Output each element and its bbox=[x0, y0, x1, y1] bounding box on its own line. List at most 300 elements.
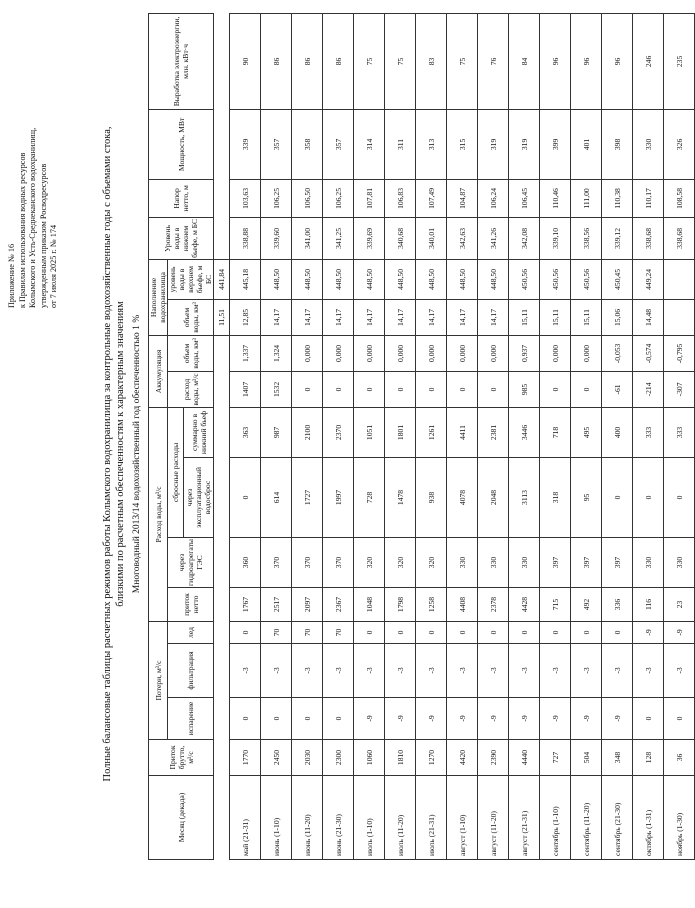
cell-head: 103,63 bbox=[230, 179, 261, 217]
cell-power: 358 bbox=[292, 109, 323, 179]
cell-energy: 75 bbox=[385, 13, 416, 109]
cell-power: 330 bbox=[633, 109, 664, 179]
cell-acc-v: 0,000 bbox=[354, 335, 385, 371]
cell-total: 987 bbox=[261, 407, 292, 457]
table-row bbox=[571, 13, 602, 859]
cell-evap: 0 bbox=[323, 698, 354, 740]
cell-head: 106,83 bbox=[385, 179, 416, 217]
cell-low: 339,12 bbox=[602, 217, 633, 259]
cell-head: 106,25 bbox=[261, 179, 292, 217]
cell-hpp: 320 bbox=[416, 537, 447, 587]
cell-total: 2370 bbox=[323, 407, 354, 457]
cell-filt: -3 bbox=[354, 644, 385, 698]
cell-spill: 2048 bbox=[478, 457, 509, 537]
cell-net: 715 bbox=[540, 587, 571, 621]
cell-evap: -9 bbox=[354, 698, 385, 740]
cell-vol: 14,48 bbox=[633, 299, 664, 335]
cell-level: 450,56 bbox=[509, 259, 540, 299]
cell-inflow: 2450 bbox=[261, 740, 292, 776]
header-accumulation: Аккумуляция bbox=[149, 335, 168, 407]
cell-power: 326 bbox=[664, 109, 695, 179]
cell-ice: 0 bbox=[230, 621, 261, 643]
cell-head: 111,00 bbox=[571, 179, 602, 217]
cell-total: 3446 bbox=[509, 407, 540, 457]
table-row bbox=[261, 13, 292, 859]
header-total-downstream: суммарно в нижний бьеф bbox=[184, 407, 214, 457]
header-ice: лед bbox=[168, 621, 214, 643]
cell-evap: -9 bbox=[385, 698, 416, 740]
cell-hpp: 397 bbox=[602, 537, 633, 587]
cell-inflow: 1060 bbox=[354, 740, 385, 776]
cell-inflow: 4420 bbox=[447, 740, 478, 776]
cell-head: 106,25 bbox=[323, 179, 354, 217]
cell-evap: -9 bbox=[571, 698, 602, 740]
header-acc-flow: расход воды, м³/с bbox=[168, 371, 214, 407]
cell-level: 448,50 bbox=[416, 259, 447, 299]
cell-net: 1798 bbox=[385, 587, 416, 621]
cell-evap: -9 bbox=[509, 698, 540, 740]
table-row bbox=[540, 13, 571, 859]
cell-energy: 75 bbox=[447, 13, 478, 109]
cell-inflow: 1770 bbox=[230, 740, 261, 776]
cell-net: 23 bbox=[664, 587, 695, 621]
cell-hpp: 370 bbox=[261, 537, 292, 587]
annex-note bbox=[7, 28, 60, 308]
cell-spill: 0 bbox=[633, 457, 664, 537]
cell-total: 1051 bbox=[354, 407, 385, 457]
cell-acc-q: 0 bbox=[478, 371, 509, 407]
header-energy: Выработка электроэнергии, млн. кВт·ч bbox=[149, 13, 214, 109]
cell-acc-q: 985 bbox=[509, 371, 540, 407]
cell-level: 448,50 bbox=[385, 259, 416, 299]
cell-ice: 0 bbox=[602, 621, 633, 643]
cell-total: 2381 bbox=[478, 407, 509, 457]
cell-total: 2100 bbox=[292, 407, 323, 457]
cell-spill: 728 bbox=[354, 457, 385, 537]
cell-month: август (21-31) bbox=[509, 776, 540, 860]
cell-head: 107,49 bbox=[416, 179, 447, 217]
cell-total: 333 bbox=[633, 407, 664, 457]
cell-level: 448,50 bbox=[323, 259, 354, 299]
cell-vol: 14,17 bbox=[261, 299, 292, 335]
cell-low: 338,56 bbox=[571, 217, 602, 259]
header-filtration: фильтрация bbox=[168, 644, 214, 698]
cell-ice: 0 bbox=[354, 621, 385, 643]
cell-inflow: 2030 bbox=[292, 740, 323, 776]
table-row bbox=[447, 13, 478, 859]
cell-head: 106,45 bbox=[509, 179, 540, 217]
cell-power: 357 bbox=[323, 109, 354, 179]
cell-evap: -9 bbox=[447, 698, 478, 740]
cell-month: сентябрь (1-10) bbox=[540, 776, 571, 860]
cell-low: 340,68 bbox=[385, 217, 416, 259]
initial-state-row bbox=[214, 13, 230, 859]
cell-evap: -9 bbox=[602, 698, 633, 740]
initial-level: 441,84 bbox=[214, 259, 230, 299]
cell-spill: 1997 bbox=[323, 457, 354, 537]
cell-vol: 14,17 bbox=[416, 299, 447, 335]
cell-head: 106,50 bbox=[292, 179, 323, 217]
cell-energy: 96 bbox=[602, 13, 633, 109]
cell-hpp: 330 bbox=[447, 537, 478, 587]
cell-evap: 0 bbox=[664, 698, 695, 740]
cell-low: 338,88 bbox=[230, 217, 261, 259]
cell-filt: -3 bbox=[261, 644, 292, 698]
cell-total: 1261 bbox=[416, 407, 447, 457]
annex-line: от 7 июля 2025 г. № 174 bbox=[49, 224, 58, 308]
cell-power: 319 bbox=[509, 109, 540, 179]
cell-acc-v: 0,000 bbox=[478, 335, 509, 371]
cell-level: 448,50 bbox=[261, 259, 292, 299]
cell-hpp: 320 bbox=[354, 537, 385, 587]
cell-level: 448,50 bbox=[354, 259, 385, 299]
cell-net: 116 bbox=[633, 587, 664, 621]
cell-energy: 90 bbox=[230, 13, 261, 109]
cell-filt: -3 bbox=[633, 644, 664, 698]
cell-spill: 1478 bbox=[385, 457, 416, 537]
cell-acc-v: 0,000 bbox=[571, 335, 602, 371]
header-filling: Наполнение водохранилища bbox=[149, 259, 168, 335]
cell-head: 110,17 bbox=[633, 179, 664, 217]
cell-energy: 235 bbox=[664, 13, 695, 109]
cell-vol bbox=[664, 299, 695, 335]
cell-vol: 14,17 bbox=[354, 299, 385, 335]
cell-level: 448,50 bbox=[478, 259, 509, 299]
cell-acc-q: 0 bbox=[354, 371, 385, 407]
cell-net: 4408 bbox=[447, 587, 478, 621]
cell-vol: 15,06 bbox=[602, 299, 633, 335]
cell-filt: -3 bbox=[664, 644, 695, 698]
cell-vol: 14,17 bbox=[323, 299, 354, 335]
cell-inflow: 2300 bbox=[323, 740, 354, 776]
header-inflow-gross: Приток брутто, м³/с bbox=[149, 740, 214, 776]
cell-low: 339,69 bbox=[354, 217, 385, 259]
cell-inflow: 4440 bbox=[509, 740, 540, 776]
cell-inflow: 504 bbox=[571, 740, 602, 776]
cell-inflow: 727 bbox=[540, 740, 571, 776]
cell-energy: 246 bbox=[633, 13, 664, 109]
cell-low: 341,00 bbox=[292, 217, 323, 259]
cell-inflow: 36 bbox=[664, 740, 695, 776]
cell-inflow: 1270 bbox=[416, 740, 447, 776]
cell-acc-v: 1,337 bbox=[230, 335, 261, 371]
cell-acc-v: -0,574 bbox=[633, 335, 664, 371]
cell-hpp: 360 bbox=[230, 537, 261, 587]
cell-level: 450,56 bbox=[571, 259, 602, 299]
table-row bbox=[509, 13, 540, 859]
header-losses: Потери, м³/с bbox=[149, 621, 168, 739]
cell-low: 339,60 bbox=[261, 217, 292, 259]
cell-ice: 0 bbox=[478, 621, 509, 643]
cell-vol: 15,11 bbox=[509, 299, 540, 335]
header-through-spillway: через эксплуатационный водосброс bbox=[184, 457, 214, 537]
cell-level: 448,50 bbox=[447, 259, 478, 299]
cell-filt: -3 bbox=[447, 644, 478, 698]
cell-ice: 70 bbox=[261, 621, 292, 643]
cell-energy: 75 bbox=[354, 13, 385, 109]
cell-level: 448,50 bbox=[292, 259, 323, 299]
cell-energy: 96 bbox=[540, 13, 571, 109]
table-row bbox=[633, 13, 664, 859]
cell-acc-q: 0 bbox=[385, 371, 416, 407]
cell-acc-q: -61 bbox=[602, 371, 633, 407]
table-row bbox=[230, 13, 261, 859]
cell-ice: 0 bbox=[540, 621, 571, 643]
cell-power: 319 bbox=[478, 109, 509, 179]
cell-power: 399 bbox=[540, 109, 571, 179]
table-row bbox=[416, 13, 447, 859]
cell-ice: 0 bbox=[509, 621, 540, 643]
header-month: Месяц (декада) bbox=[149, 776, 214, 860]
cell-power: 339 bbox=[230, 109, 261, 179]
cell-month: ноябрь (1-30) bbox=[664, 776, 695, 860]
cell-spill: 0 bbox=[230, 457, 261, 537]
cell-month: июль (21-31) bbox=[416, 776, 447, 860]
cell-power: 311 bbox=[385, 109, 416, 179]
table-body bbox=[214, 13, 695, 859]
cell-acc-q: 0 bbox=[447, 371, 478, 407]
cell-spill: 0 bbox=[602, 457, 633, 537]
cell-net: 336 bbox=[602, 587, 633, 621]
cell-ice: 70 bbox=[323, 621, 354, 643]
cell-filt: -3 bbox=[292, 644, 323, 698]
header-spillway-group: сбросные расходы bbox=[168, 407, 184, 537]
cell-total: 495 bbox=[571, 407, 602, 457]
cell-spill: 0 bbox=[664, 457, 695, 537]
cell-month: июнь (1-10) bbox=[261, 776, 292, 860]
cell-acc-v: 0,000 bbox=[540, 335, 571, 371]
cell-acc-q: 0 bbox=[540, 371, 571, 407]
cell-vol: 14,17 bbox=[447, 299, 478, 335]
cell-vol: 15,11 bbox=[540, 299, 571, 335]
cell-inflow: 2390 bbox=[478, 740, 509, 776]
cell-level: 450,45 bbox=[602, 259, 633, 299]
cell-low: 340,01 bbox=[416, 217, 447, 259]
cell-evap: 0 bbox=[292, 698, 323, 740]
annex-line: Приложение № 16 bbox=[7, 243, 16, 308]
cell-vol: 14,17 bbox=[385, 299, 416, 335]
cell-level: 445,18 bbox=[230, 259, 261, 299]
initial-volume: 11,51 bbox=[214, 299, 230, 335]
cell-net: 4428 bbox=[509, 587, 540, 621]
cell-total: 363 bbox=[230, 407, 261, 457]
header-evaporation: испарение bbox=[168, 698, 214, 740]
cell-filt: -3 bbox=[509, 644, 540, 698]
cell-power: 313 bbox=[416, 109, 447, 179]
cell-filt: -3 bbox=[602, 644, 633, 698]
cell-ice: 0 bbox=[416, 621, 447, 643]
header-inflow-net: приток нетто bbox=[168, 587, 214, 621]
cell-head: 107,81 bbox=[354, 179, 385, 217]
cell-energy: 86 bbox=[323, 13, 354, 109]
header-head: Напор нетто, м bbox=[149, 179, 214, 217]
cell-acc-v: 0,000 bbox=[385, 335, 416, 371]
cell-inflow: 1810 bbox=[385, 740, 416, 776]
cell-hpp: 320 bbox=[385, 537, 416, 587]
cell-hpp: 370 bbox=[323, 537, 354, 587]
cell-filt: -3 bbox=[230, 644, 261, 698]
cell-power: 357 bbox=[261, 109, 292, 179]
cell-filt: -3 bbox=[540, 644, 571, 698]
cell-low: 341,26 bbox=[478, 217, 509, 259]
cell-hpp: 330 bbox=[633, 537, 664, 587]
cell-net: 492 bbox=[571, 587, 602, 621]
annex-line: Колымского и Усть-Среднеканского водохранилищ, bbox=[28, 127, 37, 308]
cell-energy: 84 bbox=[509, 13, 540, 109]
cell-net: 2378 bbox=[478, 587, 509, 621]
header-discharge: Расход воды, м³/с bbox=[149, 407, 168, 621]
cell-total: 1801 bbox=[385, 407, 416, 457]
annex-line: к Правилам использования водных ресурсов bbox=[17, 152, 27, 308]
cell-month: май (21-31) bbox=[230, 776, 261, 860]
cell-level bbox=[664, 259, 695, 299]
cell-hpp: 330 bbox=[478, 537, 509, 587]
cell-evap: -9 bbox=[540, 698, 571, 740]
header-through-hpp: через гидроагрегаты ГЭС bbox=[168, 537, 214, 587]
cell-ice: -9 bbox=[664, 621, 695, 643]
cell-net: 1767 bbox=[230, 587, 261, 621]
cell-month: октябрь (1-31) bbox=[633, 776, 664, 860]
cell-level: 449,24 bbox=[633, 259, 664, 299]
cell-evap: -9 bbox=[478, 698, 509, 740]
cell-acc-q: 1407 bbox=[230, 371, 261, 407]
cell-spill: 4078 bbox=[447, 457, 478, 537]
cell-energy: 83 bbox=[416, 13, 447, 109]
cell-acc-v: -0,053 bbox=[602, 335, 633, 371]
cell-hpp: 330 bbox=[509, 537, 540, 587]
cell-energy: 76 bbox=[478, 13, 509, 109]
cell-power: 315 bbox=[447, 109, 478, 179]
cell-spill: 95 bbox=[571, 457, 602, 537]
cell-acc-v: 0,937 bbox=[509, 335, 540, 371]
cell-ice: 0 bbox=[571, 621, 602, 643]
cell-acc-q: 0 bbox=[323, 371, 354, 407]
cell-filt: -3 bbox=[385, 644, 416, 698]
cell-evap: 0 bbox=[633, 698, 664, 740]
cell-vol: 15,11 bbox=[571, 299, 602, 335]
cell-net: 1048 bbox=[354, 587, 385, 621]
header-upper-level: уровень воды в верхнем бьефе, м БС bbox=[168, 259, 214, 299]
cell-total: 400 bbox=[602, 407, 633, 457]
document-title-line2: близкими по расчетным обеспеченностям к характерным значениям bbox=[115, 301, 126, 607]
cell-month: июль (1-10) bbox=[354, 776, 385, 860]
cell-head: 108,58 bbox=[664, 179, 695, 217]
header-power: Мощность, МВт bbox=[149, 109, 214, 179]
cell-evap: 0 bbox=[230, 698, 261, 740]
cell-low: 342,08 bbox=[509, 217, 540, 259]
cell-hpp: 397 bbox=[571, 537, 602, 587]
cell-power: 401 bbox=[571, 109, 602, 179]
cell-month: июнь (21-30) bbox=[323, 776, 354, 860]
cell-hpp: 370 bbox=[292, 537, 323, 587]
cell-total: 4411 bbox=[447, 407, 478, 457]
cell-ice: -9 bbox=[633, 621, 664, 643]
cell-evap: 0 bbox=[261, 698, 292, 740]
cell-ice: 0 bbox=[447, 621, 478, 643]
cell-spill: 1727 bbox=[292, 457, 323, 537]
cell-spill: 3113 bbox=[509, 457, 540, 537]
cell-head: 110,38 bbox=[602, 179, 633, 217]
balance-table bbox=[148, 13, 695, 860]
cell-filt: -3 bbox=[571, 644, 602, 698]
cell-net: 1258 bbox=[416, 587, 447, 621]
header-fill-volume: объем воды, км³ bbox=[168, 299, 214, 335]
cell-vol: 14,17 bbox=[478, 299, 509, 335]
blank-cell bbox=[214, 13, 230, 259]
cell-power: 314 bbox=[354, 109, 385, 179]
table-row bbox=[354, 13, 385, 859]
cell-energy: 96 bbox=[571, 13, 602, 109]
cell-acc-q: -214 bbox=[633, 371, 664, 407]
cell-power: 398 bbox=[602, 109, 633, 179]
blank-cell bbox=[214, 776, 230, 860]
cell-level: 450,56 bbox=[540, 259, 571, 299]
header-acc-volume: объем воды, км³ bbox=[168, 335, 214, 371]
cell-acc-v: 0,000 bbox=[292, 335, 323, 371]
header-lower-level: Уровень воды в нижнем бьефе, м БС bbox=[149, 217, 214, 259]
cell-spill: 318 bbox=[540, 457, 571, 537]
cell-vol: 12,85 bbox=[230, 299, 261, 335]
cell-ice: 0 bbox=[385, 621, 416, 643]
cell-head: 110,46 bbox=[540, 179, 571, 217]
cell-low: 338,68 bbox=[633, 217, 664, 259]
table-row bbox=[292, 13, 323, 859]
cell-month: сентябрь (11-20) bbox=[571, 776, 602, 860]
cell-acc-q: 1532 bbox=[261, 371, 292, 407]
cell-total: 333 bbox=[664, 407, 695, 457]
cell-month: август (11-20) bbox=[478, 776, 509, 860]
cell-hpp: 397 bbox=[540, 537, 571, 587]
cell-acc-q: 0 bbox=[292, 371, 323, 407]
document-subtitle: Многоводный 2013/14 водохозяйственный год обеспеченностью 1 % bbox=[132, 314, 142, 594]
cell-filt: -3 bbox=[416, 644, 447, 698]
table-row bbox=[385, 13, 416, 859]
cell-month: сентябрь (21-30) bbox=[602, 776, 633, 860]
annex-line: утвержденным приказом Росводресурсов bbox=[38, 163, 48, 308]
cell-net: 2097 bbox=[292, 587, 323, 621]
cell-energy: 86 bbox=[292, 13, 323, 109]
cell-head: 104,87 bbox=[447, 179, 478, 217]
table-row bbox=[602, 13, 633, 859]
cell-acc-q: -307 bbox=[664, 371, 695, 407]
cell-acc-v: -0,795 bbox=[664, 335, 695, 371]
cell-low: 341,25 bbox=[323, 217, 354, 259]
cell-low: 338,68 bbox=[664, 217, 695, 259]
cell-ice: 70 bbox=[292, 621, 323, 643]
cell-inflow: 128 bbox=[633, 740, 664, 776]
cell-inflow: 348 bbox=[602, 740, 633, 776]
cell-vol: 14,17 bbox=[292, 299, 323, 335]
table-row bbox=[323, 13, 354, 859]
cell-hpp: 330 bbox=[664, 537, 695, 587]
cell-low: 342,63 bbox=[447, 217, 478, 259]
cell-total: 718 bbox=[540, 407, 571, 457]
table-row bbox=[664, 13, 695, 859]
cell-month: август (1-10) bbox=[447, 776, 478, 860]
cell-month: июнь (11-20) bbox=[292, 776, 323, 860]
cell-acc-v: 0,000 bbox=[416, 335, 447, 371]
cell-month: июль (11-20) bbox=[385, 776, 416, 860]
cell-acc-q: 0 bbox=[571, 371, 602, 407]
cell-spill: 938 bbox=[416, 457, 447, 537]
cell-acc-q: 0 bbox=[416, 371, 447, 407]
cell-net: 2367 bbox=[323, 587, 354, 621]
cell-acc-v: 0,000 bbox=[323, 335, 354, 371]
cell-spill: 614 bbox=[261, 457, 292, 537]
cell-filt: -3 bbox=[323, 644, 354, 698]
blank-cell bbox=[214, 335, 230, 775]
document-title: Полные балансовые таблицы расчетных режимов работы Колымского водохранилища за контрольные водохозяйственные годы с объемами стока, bbox=[102, 126, 113, 782]
